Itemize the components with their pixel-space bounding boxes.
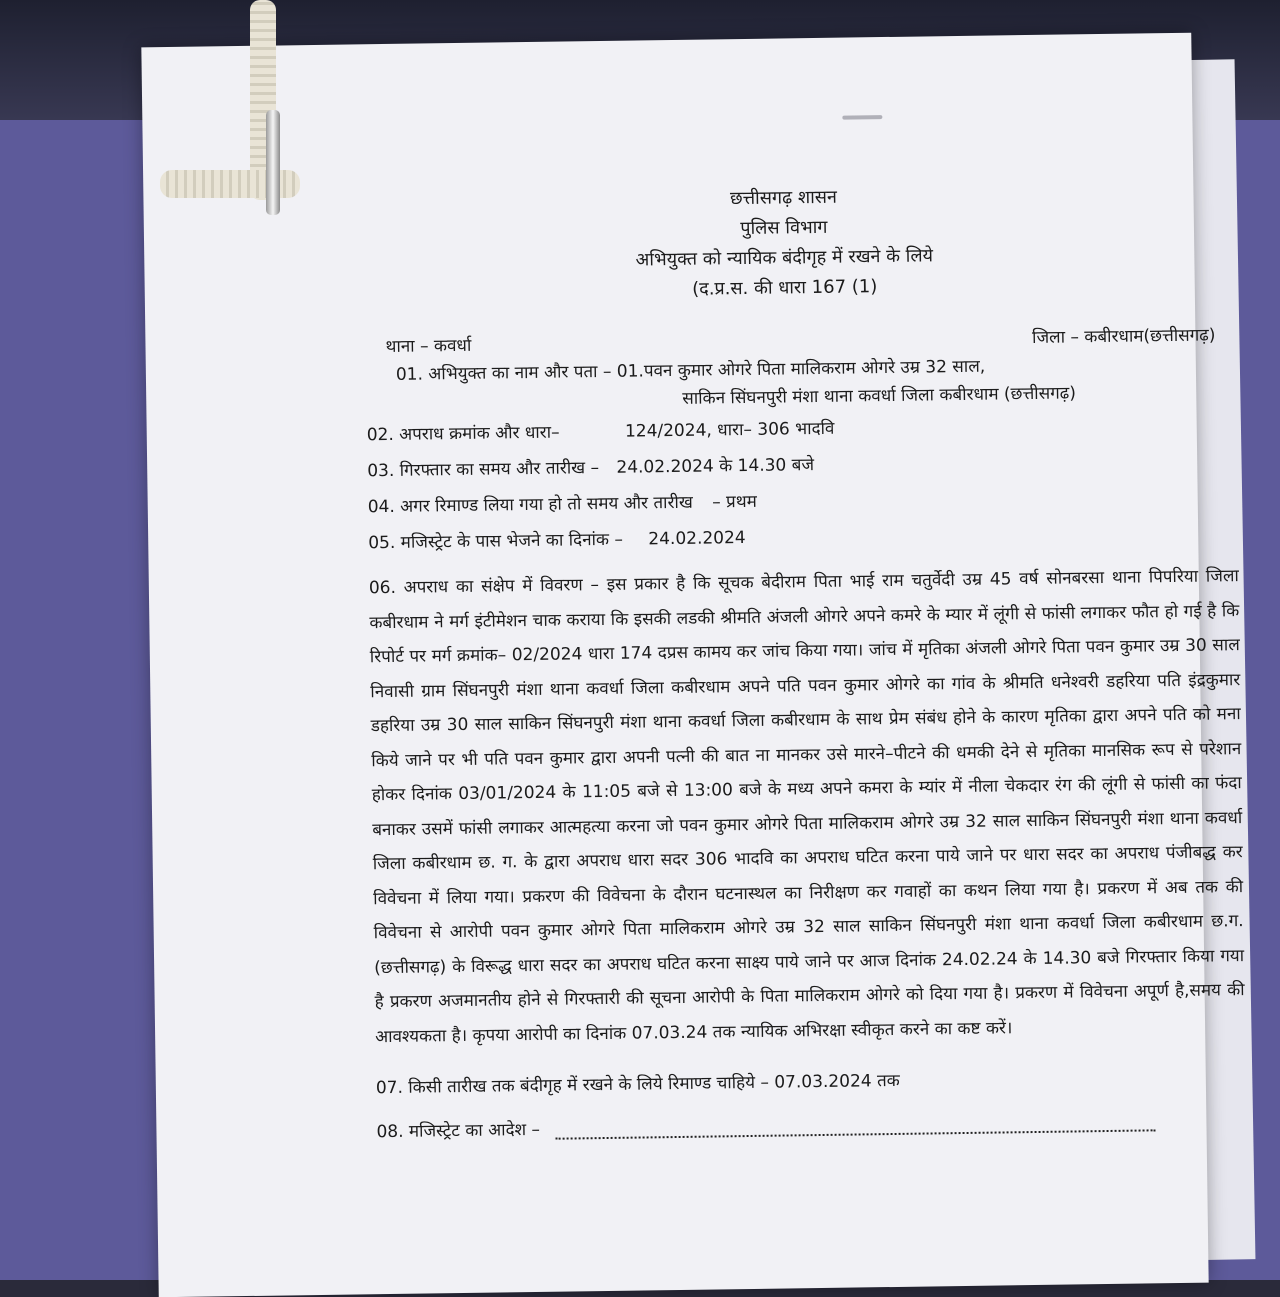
- item-07: 07. किसी तारीख तक बंदीगृह में रखने के लिये रिमाण्ड चाहिये – 07.03.2024 तक: [375, 1070, 900, 1099]
- item-01-label: 01. अभियुक्त का नाम और पता –: [395, 361, 612, 385]
- item-02-label: 02. अपराध क्रमांक और धारा–: [366, 422, 560, 446]
- item-06-description: 06. अपराध का संक्षेप में विवरण – इस प्रकार है कि सूचक बेदीराम पिता भाई राम चतुर्वेदी उम्र 45 वर्ष सोनबरसा थाना पिपरिया जिला कबीरधाम ने मर्ग इंटीमेशन चाक कराया कि इसकी लडकी श्रीमति अंजली ओगरे अपने कमरे के म्यार में लूंगी से फांसी लगाकर फौत हो गई है कि रिपोर्ट पर मर्ग क्रमांक– 02/2024 धारा 174 दप्रस कामय कर जांच किया गया। जांच में मृतिका अंजली ओगरे पिता पवन कुमार उम्र 30 साल निवासी ग्राम सिंघनपुरी मंशा थाना कवर्धा जिला कबीरधाम अपने पति पवन कुमार ओगरे का गांव के श्रीमति धनेश्वरी डहरिया पति इंद्रकुमार डहरिया उम्र 30 साल साकिन सिंघनपुरी मंशा थाना कवर्धा जिला कबीरधाम के साथ प्रेम संबंध होने के कारण मृतिका द्वारा अपने पति को मना किये जाने पर भी पति पवन कुमार द्वारा अपनी पत्नी की बात ना मानकर उसे मारने–पीटने की धमकी देने से मृतिका मानसिक रूप से परेशान होकर दिनांक 03/01/2024 के 11:05 बजे से 13:00 बजे के मध्य अपने कमरा के म्यांर में नीला चेकदार रंग की लूंगी से फांसी का फंदा बनाकर उसमें फांसी लगाकर आत्महत्या करना जो पवन कुमार ओगरे पिता मालिकराम ओगरे उम्र 32 साल साकिन सिंघनपुरी मंशा थाना कवर्धा जिला कबीरधाम छ. ग. के द्वारा अपराध धारा सदर 306 भादवि का अपराध घटित करना पाये जाने पर धारा सदर का अपराध पंजीबद्ध कर विवेचना में लिया गया। प्रकरण की विवेचना के दौरान घटनास्थल का निरीक्षण कर गवाहों का कथन लिया गया है। प्रकरण में अब तक की विवेचना से आरोपी पवन कुमार ओगरे पिता मालिकराम ओगरे उम्र 32 साल साकिन सिंघनपुरी मंशा थाना कवर्धा जिला कबीरधाम छ.ग. (छत्तीसगढ़) के विरूद्ध धारा सदर का अपराध घटित करना साक्ष्य पाये जाने पर आज दिनांक 24.02.24 के 14.30 बजे गिरफ्तार किया गया है प्रकरण अजमानतीय होने से गिरफ्तारी की सूचना आरोपी के पिता मालिकराम ओगरे को दिया गया है। प्रकरण में विवेचना अपूर्ण है,समय की आवश्यकता है। कृपया आरोपी का दिनांक 07.03.24 तक न्यायिक अभिरक्षा स्वीकृत करने का कष्ट करें।: [368, 566, 1245, 1047]
- item-03-value: 24.02.2024 के 14.30 बजे: [616, 455, 815, 478]
- item-01-value: 01.पवन कुमार ओगरे पिता मालिकराम ओगरे उम्र 32 साल,: [616, 356, 986, 382]
- signature-dotted-line: [555, 1111, 1155, 1139]
- item-04-value: – प्रथम: [712, 491, 757, 513]
- document-header: [333, 177, 1235, 310]
- item-03-label: 03. गिरफ्तार का समय और तारीख –: [367, 458, 600, 482]
- header-department: पुलिस विभाग: [740, 216, 828, 240]
- header-section: (द.प्र.स. की धारा 167 (1): [692, 276, 878, 300]
- item-02-value: 124/2024, धारा– 306 भादवि: [624, 418, 835, 442]
- header-government: छत्तीसगढ़ शासन: [729, 186, 838, 210]
- header-subject: अभियुक्त को न्यायिक बंदीगृह में रखने के लिये: [635, 245, 934, 271]
- thana-label: थाना – कवर्धा: [385, 335, 472, 358]
- item-05-label: 05. मजिस्ट्रेट के पास भेजने का दिनांक –: [368, 529, 624, 554]
- document-page: [141, 33, 1245, 1297]
- item-08-label: 08. मजिस्ट्रेट का आदेश –: [376, 1119, 541, 1143]
- jila-label: जिला – कबीरधाम(छत्तीसगढ़): [1031, 325, 1216, 348]
- item-05-value: 24.02.2024: [648, 528, 746, 550]
- metal-clip: [266, 110, 280, 215]
- item-04-label: 04. अगर रिमाण्ड लिया गया हो तो समय और तारीख: [367, 492, 693, 518]
- staple: [842, 115, 882, 120]
- item-08: [376, 1102, 1246, 1150]
- document-body: [333, 177, 1246, 1150]
- item-01-address: साकिन सिंघनपुरी मंशा थाना कवर्धा जिला कबीरधाम (छत्तीसगढ़): [682, 383, 1077, 409]
